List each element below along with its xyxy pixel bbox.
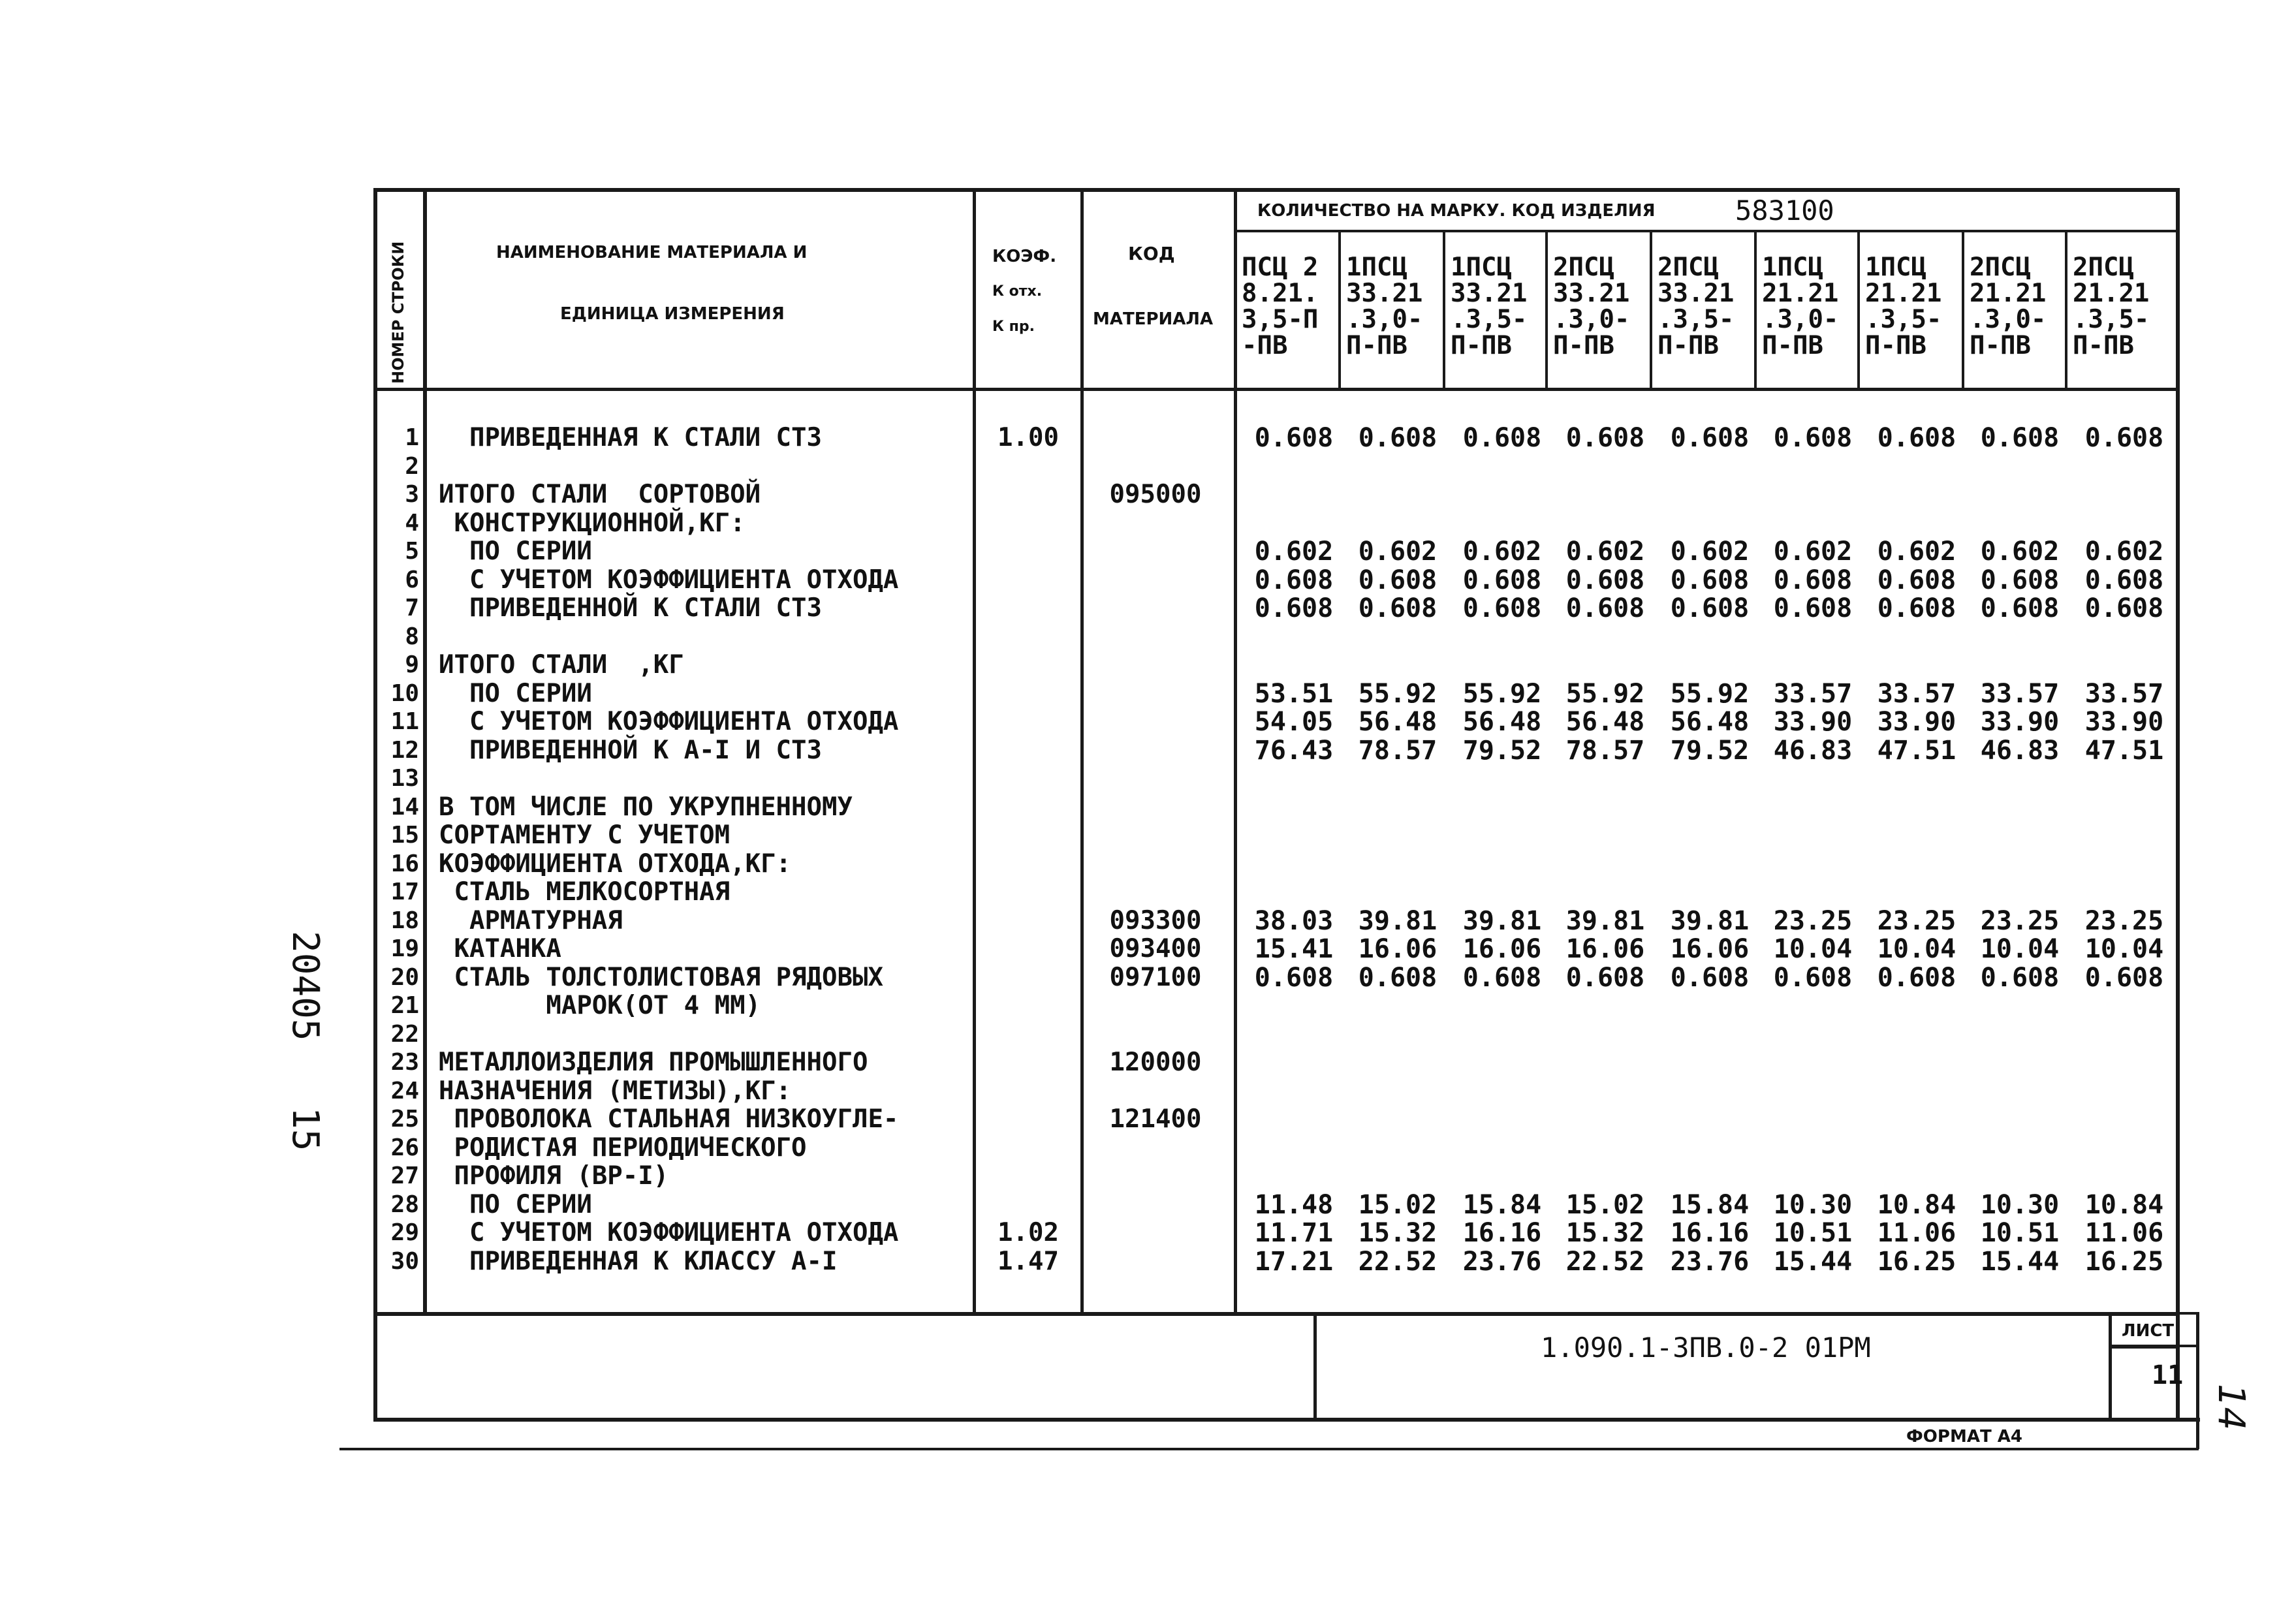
quantity-cell: 0.608 xyxy=(1670,593,1750,623)
quantity-cell: 0.602 xyxy=(2084,537,2164,567)
quantity-cell: 55.92 xyxy=(1462,679,1542,709)
quantity-cell: 39.81 xyxy=(1462,906,1542,936)
row-number-label: НОМЕР СТРОКИ xyxy=(389,241,407,384)
quantity-cell: 54.05 xyxy=(1254,707,1334,737)
koef-label-line2: К отх. xyxy=(992,283,1043,300)
col-sep-name xyxy=(973,188,976,1315)
product-column-header: 1ПСЦ 33.21 .3,5- П-ПВ xyxy=(1451,253,1528,360)
quantity-cell: 0.608 xyxy=(1565,963,1645,993)
quantity-cell: 0.608 xyxy=(1462,593,1542,623)
frame-bottom xyxy=(373,1418,2200,1422)
quantity-cell: 23.76 xyxy=(1670,1247,1750,1277)
quantity-cell: 0.602 xyxy=(1980,537,2060,567)
quantity-cell: 0.608 xyxy=(1462,423,1542,453)
material-name: СТАЛЬ МЕЛКОСОРТНАЯ xyxy=(439,877,731,907)
product-column-header: 2ПСЦ 33.21 .3,0- П-ПВ xyxy=(1553,253,1630,360)
material-name: РОДИСТАЯ ПЕРИОДИЧЕСКОГО xyxy=(439,1133,807,1163)
koef-label-line3: К пр. xyxy=(992,319,1035,335)
quantity-cell: 0.608 xyxy=(1980,963,2060,993)
quantity-cell: 39.81 xyxy=(1670,906,1750,936)
quantity-cell: 0.608 xyxy=(1358,423,1438,453)
material-name: ПО СЕРИИ xyxy=(439,1190,592,1219)
quantity-cell: 0.602 xyxy=(1670,537,1750,567)
material-name: ПО СЕРИИ xyxy=(439,679,592,708)
quantity-cell: 0.602 xyxy=(1565,537,1645,567)
quantity-cell: 0.608 xyxy=(1358,963,1438,993)
product-column-header: 2ПСЦ 21.21 .3,0- П-ПВ xyxy=(1970,253,2047,360)
quantity-cell: 0.608 xyxy=(1980,593,2060,623)
quantity-cell: 0.608 xyxy=(1877,963,1956,993)
row-number: 17 xyxy=(390,879,419,905)
quantity-cell: 33.90 xyxy=(1877,707,1956,737)
quantity-cell: 47.51 xyxy=(2084,736,2164,766)
koef-value: 1.02 xyxy=(998,1218,1059,1247)
sheet-label: ЛИСТ xyxy=(2122,1321,2175,1341)
col-sep-rownum xyxy=(423,188,427,1315)
name-label-line1: НАИМЕНОВАНИЕ МАТЕРИАЛА И xyxy=(496,243,808,262)
material-name: СОРТАМЕНТУ С УЧЕТОМ xyxy=(439,820,731,850)
quantity-cell: 33.90 xyxy=(1980,707,2060,737)
quantity-cell: 0.608 xyxy=(1670,423,1750,453)
quantity-cell: 15.32 xyxy=(1565,1218,1645,1248)
quantity-cell: 56.48 xyxy=(1358,707,1438,737)
quantity-cell: 0.608 xyxy=(1358,593,1438,623)
material-name: ПРИВЕДЕННАЯ К КЛАССУ А-I xyxy=(439,1247,838,1276)
material-name: КАТАНКА xyxy=(439,934,561,963)
quantity-cell: 16.06 xyxy=(1358,934,1438,964)
row-number: 8 xyxy=(405,623,419,650)
row-number: 4 xyxy=(405,510,419,537)
material-name: С УЧЕТОМ КОЭФФИЦИЕНТА ОТХОДА xyxy=(439,707,899,736)
koef-value: 1.47 xyxy=(998,1247,1059,1276)
product-code: 583100 xyxy=(1735,195,1834,226)
quantity-cell: 0.608 xyxy=(1670,565,1750,595)
quantity-cell: 55.92 xyxy=(1565,679,1645,709)
product-column-header: 1ПСЦ 21.21 .3,0- П-ПВ xyxy=(1762,253,1839,360)
material-name: С УЧЕТОМ КОЭФФИЦИЕНТА ОТХОДА xyxy=(439,565,899,595)
name-label-line2: ЕДИНИЦА ИЗМЕРЕНИЯ xyxy=(560,304,785,324)
titleblock-sep xyxy=(1313,1313,1317,1420)
quantity-cell: 0.608 xyxy=(1980,565,2060,595)
frame-top xyxy=(373,188,2179,192)
quantity-cell: 16.06 xyxy=(1462,934,1542,964)
body-bottom-line xyxy=(373,1312,2179,1316)
quantity-cell: 0.608 xyxy=(1877,565,1956,595)
product-column-header: 1ПСЦ 33.21 .3,0- П-ПВ xyxy=(1346,253,1423,360)
row-number: 18 xyxy=(390,907,419,934)
row-number: 15 xyxy=(390,822,419,849)
quantity-cell: 78.57 xyxy=(1565,736,1645,766)
quantity-cell: 16.16 xyxy=(1670,1218,1750,1248)
quantity-cell: 47.51 xyxy=(1877,736,1956,766)
material-name: МЕТАЛЛОИЗДЕЛИЯ ПРОМЫШЛЕННОГО xyxy=(439,1048,868,1077)
quantity-cell: 10.04 xyxy=(1980,934,2060,964)
row-number: 3 xyxy=(405,481,419,508)
quantity-cell: 0.608 xyxy=(1358,565,1438,595)
quantity-cell: 15.44 xyxy=(1773,1247,1853,1277)
quantity-cell: 22.52 xyxy=(1358,1247,1438,1277)
quantity-cell: 46.83 xyxy=(1773,736,1853,766)
document-code: 1.090.1-3ПВ.0-2 01РМ xyxy=(1541,1332,1871,1364)
quantity-cell: 39.81 xyxy=(1565,906,1645,936)
quantity-cell: 0.608 xyxy=(1254,963,1334,993)
quantity-cell: 16.16 xyxy=(1462,1218,1542,1248)
quantity-cell: 0.602 xyxy=(1877,537,1956,567)
row-number: 30 xyxy=(390,1248,419,1275)
material-name: ПРОВОЛОКА СТАЛЬНАЯ НИЗКОУГЛЕ- xyxy=(439,1104,899,1134)
material-code: 093300 xyxy=(1109,906,1202,935)
material-name: ПРИВЕДЕННОЙ К СТАЛИ СТ3 xyxy=(439,593,822,623)
row-number: 20 xyxy=(390,964,419,991)
quantity-cell: 33.57 xyxy=(2084,679,2164,709)
quantity-cell: 10.51 xyxy=(1773,1218,1853,1248)
quantity-cell: 76.43 xyxy=(1254,736,1334,766)
quantity-cell: 0.602 xyxy=(1254,537,1334,567)
row-number: 6 xyxy=(405,567,419,593)
row-number: 14 xyxy=(390,794,419,820)
quantity-cell: 23.25 xyxy=(2084,906,2164,936)
quantity-cell: 23.76 xyxy=(1462,1247,1542,1277)
material-name: ПО СЕРИИ xyxy=(439,537,592,566)
header-bottom-line xyxy=(373,388,2179,391)
quantity-cell: 23.25 xyxy=(1980,906,2060,936)
quantity-cell: 11.06 xyxy=(1877,1218,1956,1248)
inventory-suffix: 15 xyxy=(284,1107,326,1151)
code-label-line1: КОД xyxy=(1128,243,1175,264)
quantity-cell: 10.04 xyxy=(1877,934,1956,964)
row-number: 7 xyxy=(405,595,419,621)
quantity-cell: 15.41 xyxy=(1254,934,1334,964)
quantity-cell: 0.602 xyxy=(1358,537,1438,567)
row-number: 27 xyxy=(390,1163,419,1189)
quantity-cell: 0.608 xyxy=(1462,565,1542,595)
quantity-cell: 10.04 xyxy=(1773,934,1853,964)
quantity-cell: 15.02 xyxy=(1565,1190,1645,1220)
quantity-cell: 10.84 xyxy=(1877,1190,1956,1220)
quantity-cell: 55.92 xyxy=(1670,679,1750,709)
quantity-cell: 0.608 xyxy=(1773,963,1853,993)
bottom-rule xyxy=(339,1448,2199,1450)
quantity-cell: 33.57 xyxy=(1980,679,2060,709)
quantity-label: КОЛИЧЕСТВО НА МАРКУ. КОД ИЗДЕЛИЯ xyxy=(1257,201,1656,221)
quantity-cell: 0.608 xyxy=(1565,423,1645,453)
material-name: АРМАТУРНАЯ xyxy=(439,906,623,935)
quantity-cell: 0.608 xyxy=(1565,593,1645,623)
material-name: МАРОК(ОТ 4 ММ) xyxy=(439,991,761,1020)
quantity-cell: 15.84 xyxy=(1670,1190,1750,1220)
quantity-cell: 33.90 xyxy=(2084,707,2164,737)
quantity-cell: 0.608 xyxy=(1980,423,2060,453)
inventory-number: 20405 xyxy=(284,931,326,1041)
row-number: 10 xyxy=(390,680,419,707)
quantity-cell: 0.608 xyxy=(1254,565,1334,595)
quantity-cell: 0.608 xyxy=(1773,423,1853,453)
sheet-box-mid xyxy=(2109,1345,2199,1347)
quantity-cell: 15.44 xyxy=(1980,1247,2060,1277)
row-number: 25 xyxy=(390,1106,419,1132)
koef-value: 1.00 xyxy=(998,423,1059,452)
quantity-cell: 16.25 xyxy=(1877,1247,1956,1277)
quantity-cell: 16.06 xyxy=(1565,934,1645,964)
quantity-cell: 33.57 xyxy=(1877,679,1956,709)
quantity-cell: 0.608 xyxy=(2084,963,2164,993)
page-handwritten: 14 xyxy=(2210,1384,2252,1431)
quantity-cell: 0.608 xyxy=(1254,423,1334,453)
quantity-cell: 10.30 xyxy=(1980,1190,2060,1220)
quantity-cell: 11.71 xyxy=(1254,1218,1334,1248)
quantity-cell: 10.51 xyxy=(1980,1218,2060,1248)
sheet-box-top xyxy=(2109,1312,2199,1315)
row-number: 26 xyxy=(390,1134,419,1161)
quantity-cell: 11.06 xyxy=(2084,1218,2164,1248)
quantity-cell: 10.04 xyxy=(2084,934,2164,964)
quantity-header-line xyxy=(1236,230,2179,232)
sheet-number: 11 xyxy=(2152,1360,2184,1390)
material-code: 093400 xyxy=(1109,934,1202,963)
quantity-cell: 53.51 xyxy=(1254,679,1334,709)
row-number: 24 xyxy=(390,1078,419,1104)
product-column-header: 2ПСЦ 33.21 .3,5- П-ПВ xyxy=(1658,253,1735,360)
quantity-cell: 0.602 xyxy=(1462,537,1542,567)
row-number: 23 xyxy=(390,1049,419,1076)
quantity-cell: 79.52 xyxy=(1462,736,1542,766)
product-column-header: 1ПСЦ 21.21 .3,5- П-ПВ xyxy=(1865,253,1942,360)
row-number: 13 xyxy=(390,765,419,792)
row-number: 2 xyxy=(405,453,419,480)
row-number: 12 xyxy=(390,737,419,764)
material-name: ИТОГО СТАЛИ СОРТОВОЙ xyxy=(439,480,761,509)
material-name: КОЭФФИЦИЕНТА ОТХОДА,КГ: xyxy=(439,849,792,879)
quantity-cell: 0.608 xyxy=(1877,423,1956,453)
quantity-cell: 23.25 xyxy=(1773,906,1853,936)
col-sep-code xyxy=(1234,188,1237,1315)
quantity-cell: 0.608 xyxy=(1565,565,1645,595)
material-name: КОНСТРУКЦИОННОЙ,КГ: xyxy=(439,508,746,538)
row-number: 1 xyxy=(405,424,419,451)
material-name: В ТОМ ЧИСЛЕ ПО УКРУПНЕННОМУ xyxy=(439,792,853,822)
material-name: СТАЛЬ ТОЛСТОЛИСТОВАЯ РЯДОВЫХ xyxy=(439,963,883,992)
titleblock-sheet-sep xyxy=(2109,1313,2112,1420)
row-number: 22 xyxy=(390,1021,419,1048)
row-number: 11 xyxy=(390,708,419,735)
quantity-cell: 78.57 xyxy=(1358,736,1438,766)
row-number: 21 xyxy=(390,992,419,1019)
quantity-cell: 33.90 xyxy=(1773,707,1853,737)
row-number: 29 xyxy=(390,1219,419,1246)
quantity-cell: 0.608 xyxy=(1877,593,1956,623)
quantity-cell: 16.06 xyxy=(1670,934,1750,964)
quantity-cell: 79.52 xyxy=(1670,736,1750,766)
material-code: 095000 xyxy=(1109,480,1202,509)
koef-label-line1: КОЭФ. xyxy=(992,247,1057,266)
quantity-cell: 0.608 xyxy=(2084,593,2164,623)
quantity-cell: 15.02 xyxy=(1358,1190,1438,1220)
material-code: 121400 xyxy=(1109,1104,1202,1134)
quantity-cell: 0.608 xyxy=(2084,423,2164,453)
sheet-box-right xyxy=(2196,1312,2199,1449)
col-sep-koef xyxy=(1080,188,1084,1315)
material-code: 120000 xyxy=(1109,1048,1202,1077)
quantity-cell: 17.21 xyxy=(1254,1247,1334,1277)
material-name: ПРОФИЛЯ (ВР-I) xyxy=(439,1161,669,1191)
frame-left xyxy=(373,188,377,1422)
quantity-cell: 0.602 xyxy=(1773,537,1853,567)
quantity-cell: 10.30 xyxy=(1773,1190,1853,1220)
quantity-cell: 39.81 xyxy=(1358,906,1438,936)
quantity-cell: 16.25 xyxy=(2084,1247,2164,1277)
row-number: 28 xyxy=(390,1191,419,1218)
row-number: 19 xyxy=(390,935,419,962)
quantity-cell: 56.48 xyxy=(1462,707,1542,737)
product-column-header: ПСЦ 2 8.21. 3,5-П -ПВ xyxy=(1242,253,1319,360)
quantity-cell: 11.48 xyxy=(1254,1190,1334,1220)
product-column-header: 2ПСЦ 21.21 .3,5- П-ПВ xyxy=(2073,253,2150,360)
quantity-cell: 33.57 xyxy=(1773,679,1853,709)
quantity-cell: 0.608 xyxy=(1773,565,1853,595)
material-name: ИТОГО СТАЛИ ,КГ xyxy=(439,650,684,679)
quantity-cell: 0.608 xyxy=(1462,963,1542,993)
row-number: 5 xyxy=(405,538,419,565)
quantity-cell: 15.84 xyxy=(1462,1190,1542,1220)
quantity-cell: 22.52 xyxy=(1565,1247,1645,1277)
row-number: 9 xyxy=(405,651,419,678)
material-name: ПРИВЕДЕННОЙ К А-I И СТ3 xyxy=(439,736,822,765)
quantity-cell: 46.83 xyxy=(1980,736,2060,766)
quantity-cell: 0.608 xyxy=(1254,593,1334,623)
material-name: ПРИВЕДЕННАЯ К СТАЛИ СТ3 xyxy=(439,423,822,452)
quantity-cell: 23.25 xyxy=(1877,906,1956,936)
material-code: 097100 xyxy=(1109,963,1202,992)
quantity-cell: 0.608 xyxy=(2084,565,2164,595)
quantity-cell: 38.03 xyxy=(1254,906,1334,936)
quantity-cell: 56.48 xyxy=(1565,707,1645,737)
quantity-cell: 55.92 xyxy=(1358,679,1438,709)
quantity-cell: 0.608 xyxy=(1773,593,1853,623)
frame-right xyxy=(2176,188,2180,1422)
quantity-cell: 56.48 xyxy=(1670,707,1750,737)
material-name: С УЧЕТОМ КОЭФФИЦИЕНТА ОТХОДА xyxy=(439,1218,899,1247)
material-name: НАЗНАЧЕНИЯ (МЕТИЗЫ),КГ: xyxy=(439,1076,792,1106)
quantity-cell: 0.608 xyxy=(1670,963,1750,993)
quantity-cell: 15.32 xyxy=(1358,1218,1438,1248)
quantity-cell: 10.84 xyxy=(2084,1190,2164,1220)
format-label: ФОРМАТ А4 xyxy=(1906,1427,2022,1446)
row-number: 16 xyxy=(390,851,419,877)
code-label-line2: МАТЕРИАЛА xyxy=(1093,309,1214,329)
